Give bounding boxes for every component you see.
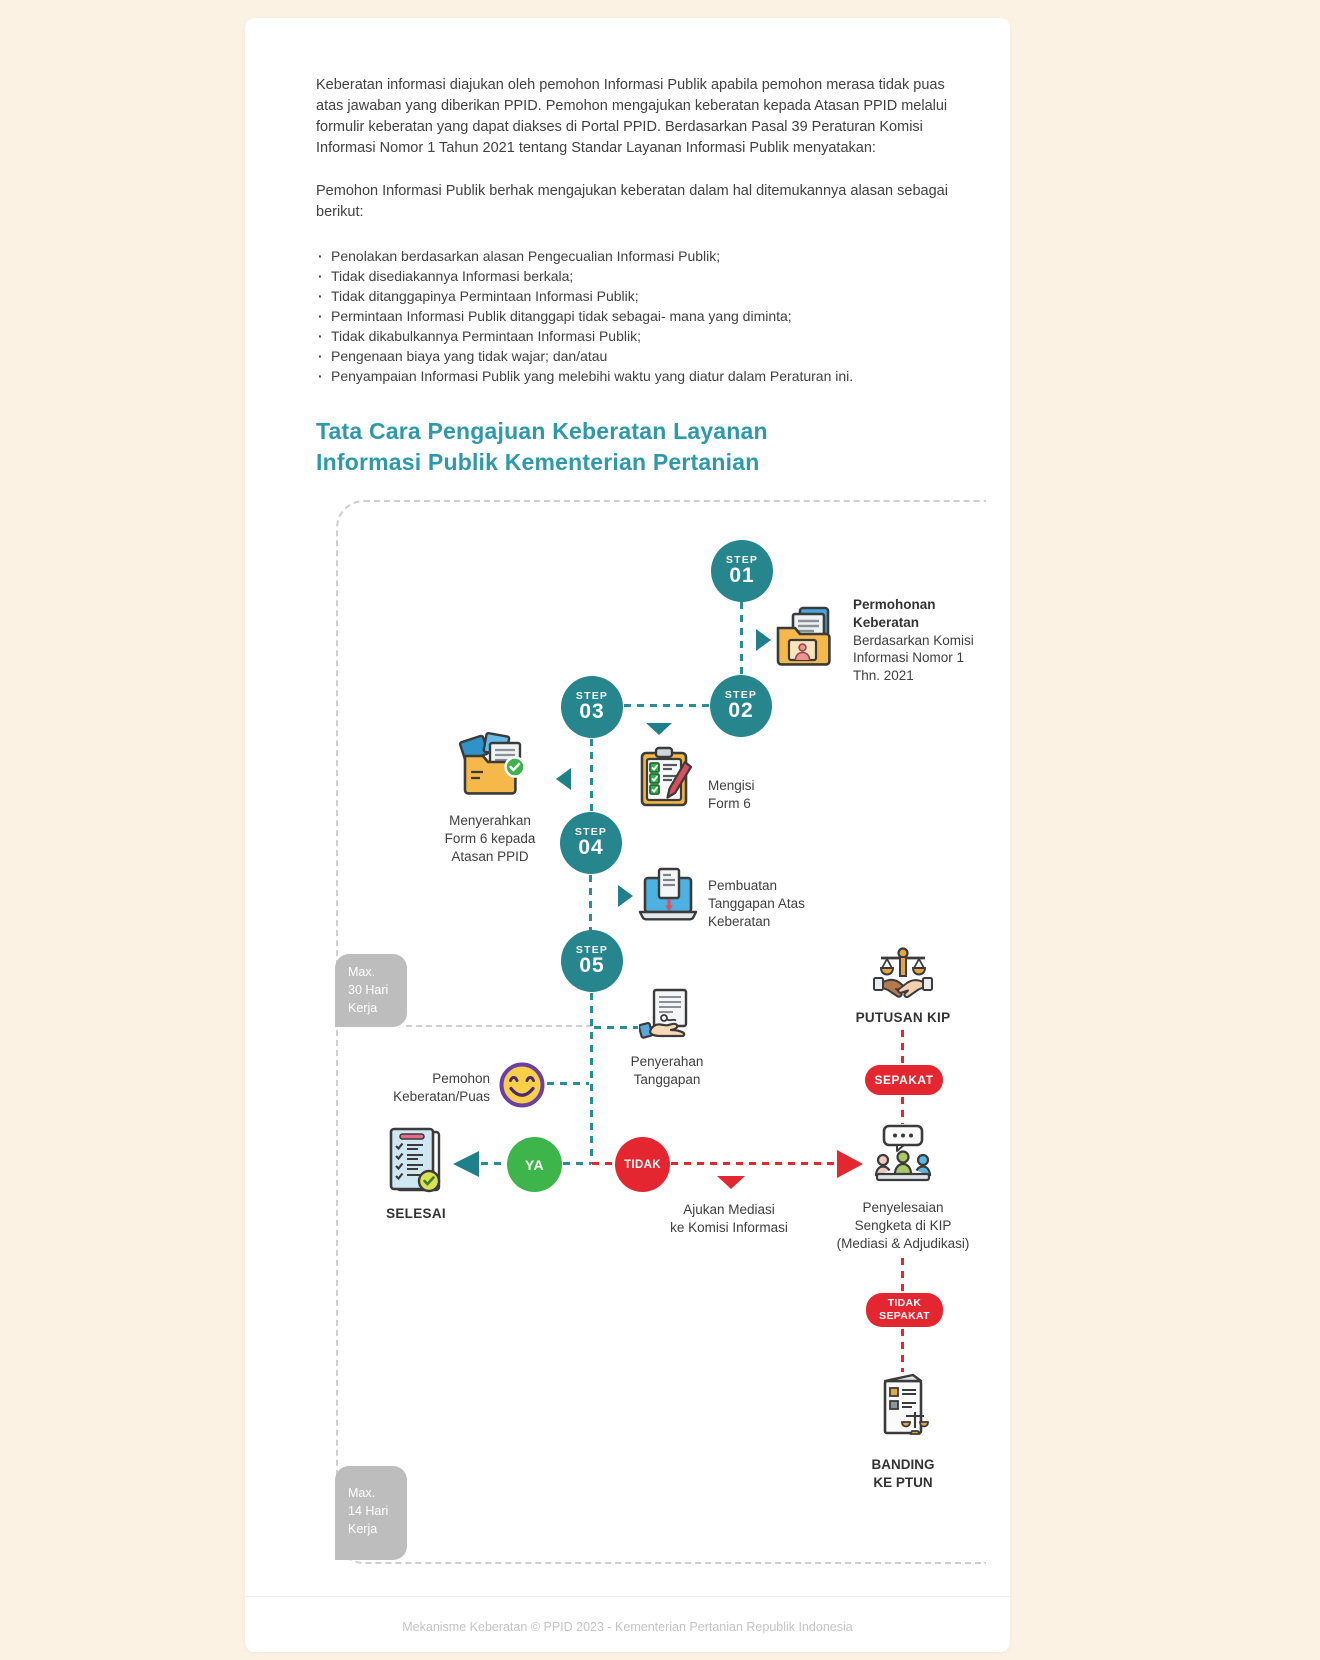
reason-item: · Tidak ditanggapinya Permintaan Informasi Publik; [316, 286, 976, 306]
connector-step1-step2 [740, 602, 743, 676]
step-2-badge: STEP 02 [710, 675, 772, 737]
connector-step3-step4 [590, 739, 593, 813]
tidak-node: TIDAK [615, 1137, 670, 1192]
reason-item: · Penolakan berdasarkan alasan Pengecualian Informasi Publik; [316, 246, 976, 266]
flow-diagram [245, 460, 1010, 1596]
reason-item: · Tidak disediakannya Informasi berkala; [316, 266, 976, 286]
legal-document-icon [876, 1372, 930, 1447]
pembuatan-label: Pembuatan Tanggapan Atas Keberatan [708, 878, 805, 929]
heading-line-2: Informasi Publik Kementerian Pertanian [316, 448, 760, 475]
folder-check-icon [454, 730, 530, 805]
connector-ya-selesai [481, 1162, 506, 1165]
scales-handshake-icon [873, 946, 933, 1009]
folder-documents-icon [775, 605, 833, 672]
tidak-sepakat-badge: TIDAK SEPAKAT [866, 1293, 943, 1327]
step-4-badge: STEP 04 [560, 812, 622, 874]
intro-paragraph: Keberatan informasi diajukan oleh pemohon Informasi Publik apabila pemohon merasa tidak puas atas jawaban yang diberikan PPID. Pemohon mengajukan keberatan kepada Atasan PPID melalui formulir keberatan yang dapat diakses di Portal PPID. Berdasarkan Pasal 39 Peraturan Komisi Informasi Nomor 1 Tahun 2021 tentang Standar Layanan Informasi Publik menyatakan: [316, 77, 948, 157]
arrow-left-selesai-icon [453, 1151, 479, 1177]
connector-to-penyerahan [594, 1026, 638, 1029]
connector-smiley [547, 1082, 589, 1085]
heading-line-1: Tata Cara Pengajuan Keberatan Layanan [316, 418, 768, 445]
arrow-left-icon [556, 768, 571, 790]
reason-item: · Penyampaian Informasi Publik yang melebihi waktu yang diatur dalam Peraturan ini. [316, 366, 976, 386]
reason-item: · Pengenaan biaya yang tidak wajar; dan/atau [316, 346, 976, 366]
arrow-down-mediasi-icon [717, 1176, 745, 1189]
article [245, 18, 1010, 477]
arrow-right-icon [756, 629, 771, 651]
connector-step2-step3 [624, 704, 710, 707]
step-1-badge: STEP 01 [711, 540, 773, 602]
banding-label: BANDING KE PTUN [871, 1457, 935, 1490]
arrow-down-icon [646, 723, 672, 735]
connector-tidak-kip [671, 1162, 837, 1165]
arrow-right-kip-icon [837, 1150, 863, 1178]
selesai-label: SELESAI [386, 1206, 446, 1221]
pemohon-label: Pemohon Keberatan/Puas [393, 1071, 490, 1104]
clipboard-checklist-icon [639, 746, 693, 813]
connector-tidaksepakat-banding [901, 1329, 904, 1372]
penyelesaian-label: Penyelesaian Sengketa di KIP (Mediasi & Adjudikasi) [836, 1200, 970, 1251]
ya-node: YA [507, 1137, 562, 1192]
section-divider-dashed [406, 1025, 592, 1027]
connector-junction-tidak [592, 1162, 614, 1165]
max-30-days-tag: Max. 30 Hari Kerja [335, 954, 407, 1027]
page-card [245, 18, 1010, 1652]
ajukan-mediasi-label: Ajukan Mediasi ke Komisi Informasi [670, 1202, 788, 1235]
step-5-badge: STEP 05 [561, 930, 623, 992]
mengisi-form6-label: Mengisi Form 6 [708, 778, 755, 811]
reason-item: · Tidak dikabulkannya Permintaan Informasi Publik; [316, 326, 976, 346]
connector-sepakat-meeting [901, 1097, 904, 1124]
permohonan-label: Permohonan Keberatan Berdasarkan Komisi Informasi Nomor 1 Thn. 2021 [853, 597, 974, 684]
menyerahkan-label: Menyerahkan Form 6 kepada Atasan PPID [444, 813, 536, 864]
footer-text: Mekanisme Keberatan © PPID 2023 - Kementerian Pertanian Republik Indonesia [402, 1620, 853, 1634]
max-14-days-tag: Max. 14 Hari Kerja [335, 1466, 407, 1560]
connector-meeting-tidaksepakat [901, 1258, 904, 1291]
sepakat-badge: SEPAKAT [865, 1065, 943, 1095]
arrow-right-icon [618, 885, 633, 907]
page-footer [245, 1596, 1010, 1652]
hand-document-icon [639, 988, 693, 1051]
reason-list [316, 246, 976, 386]
step-3-badge: STEP 03 [561, 676, 623, 738]
penyerahan-label: Penyerahan Tanggapan [630, 1054, 704, 1087]
lead-paragraph: Pemohon Informasi Publik berhak mengajukan keberatan dalam hal ditemukannya alasan sebagai berikut: [316, 182, 948, 220]
connector-junction-ya [563, 1162, 591, 1165]
meeting-icon [871, 1124, 935, 1191]
connector-putusan-sepakat [901, 1030, 904, 1063]
connector-step5-decision [590, 993, 593, 1164]
checklist-done-icon [387, 1126, 443, 1201]
putusan-kip-label: PUTUSAN KIP [855, 1010, 951, 1025]
connector-step4-step5 [589, 875, 592, 931]
smiley-face-icon [498, 1061, 546, 1114]
reason-item: · Permintaan Informasi Publik ditanggapi tidak sebagai- mana yang diminta; [316, 306, 976, 326]
laptop-document-icon [638, 866, 698, 929]
